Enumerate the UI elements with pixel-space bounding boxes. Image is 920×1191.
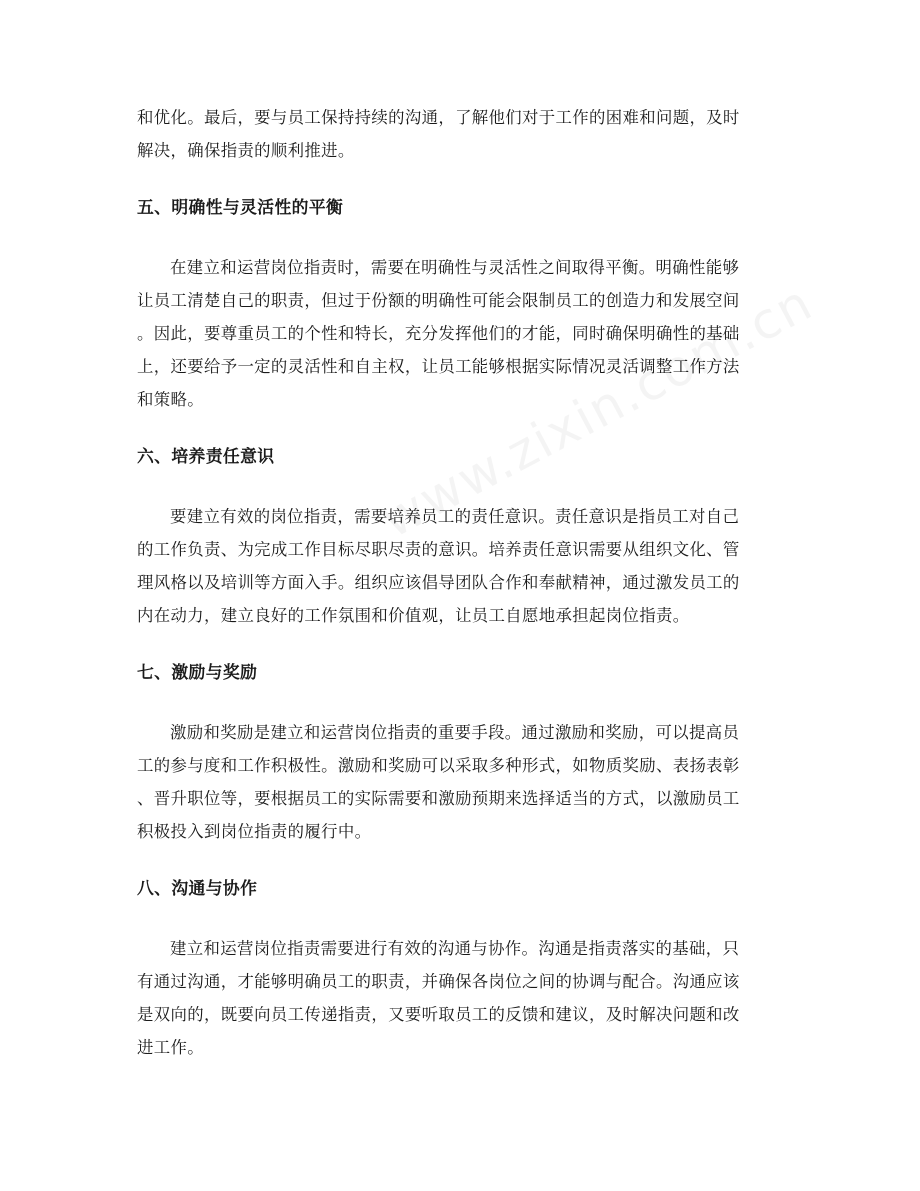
text-line: 和优化。最后，要与员工保持持续的沟通，了解他们对于工作的困难和问题，及时 [137, 108, 740, 127]
text-line: 上，还要给予一定的灵活性和自主权，让员工能够根据实际情况灵活调整工作方法 [137, 357, 740, 376]
text-line: 解决，确保指责的顺利推进。 [137, 141, 355, 160]
section-paragraph-7 [137, 716, 785, 848]
section-paragraph-5 [137, 251, 785, 416]
text-line: 在建立和运营岗位指责时，需要在明确性与灵活性之间取得平衡。明确性能够 [170, 258, 740, 277]
intro-paragraph [137, 101, 785, 167]
text-line: 工的参与度和工作积极性。激励和奖励可以采取多种形式，如物质奖励、表扬表彰 [137, 756, 740, 775]
section-paragraph-6 [137, 500, 785, 632]
section-heading-8: 八、沟通与协作 [137, 878, 258, 898]
text-line: 内在动力，建立良好的工作氛围和价值观，让员工自愿地承担起岗位指责。 [137, 606, 690, 625]
text-line: 和策略。 [137, 390, 204, 409]
text-line: 建立和运营岗位指责需要进行有效的沟通与协作。沟通是指责落实的基础，只 [170, 939, 740, 958]
section-heading-6: 六、培养责任意识 [137, 446, 275, 466]
text-line: 要建立有效的岗位指责，需要培养员工的责任意识。责任意识是指员工对自己 [170, 507, 740, 526]
document-body [137, 101, 785, 1064]
section-heading-7: 七、激励与奖励 [137, 662, 258, 682]
text-line: 让员工清楚自己的职责，但过于份额的明确性可能会限制员工的创造力和发展空间 [137, 291, 740, 310]
text-line: 有通过沟通，才能够明确员工的职责，并确保各岗位之间的协调与配合。沟通应该 [137, 972, 740, 991]
text-line: 是双向的，既要向员工传递指责，又要听取员工的反馈和建议，及时解决问题和改 [137, 1005, 740, 1024]
text-line: 进工作。 [137, 1038, 204, 1057]
section-paragraph-8 [137, 932, 785, 1064]
section-heading-5: 五、明确性与灵活性的平衡 [137, 197, 344, 217]
text-line: 积极投入到岗位指责的履行中。 [137, 822, 372, 841]
text-line: 、晋升职位等，要根据员工的实际需要和激励预期来选择适当的方式，以激励员工 [137, 789, 740, 808]
text-line: 的工作负责、为完成工作目标尽职尽责的意识。培养责任意识需要从组织文化、管 [137, 540, 740, 559]
text-line: 。因此，要尊重员工的个性和特长，充分发挥他们的才能，同时确保明确性的基础 [137, 324, 740, 343]
text-line: 激励和奖励是建立和运营岗位指责的重要手段。通过激励和奖励，可以提高员 [170, 723, 740, 742]
text-line: 理风格以及培训等方面入手。组织应该倡导团队合作和奉献精神，通过激发员工的 [137, 573, 740, 592]
